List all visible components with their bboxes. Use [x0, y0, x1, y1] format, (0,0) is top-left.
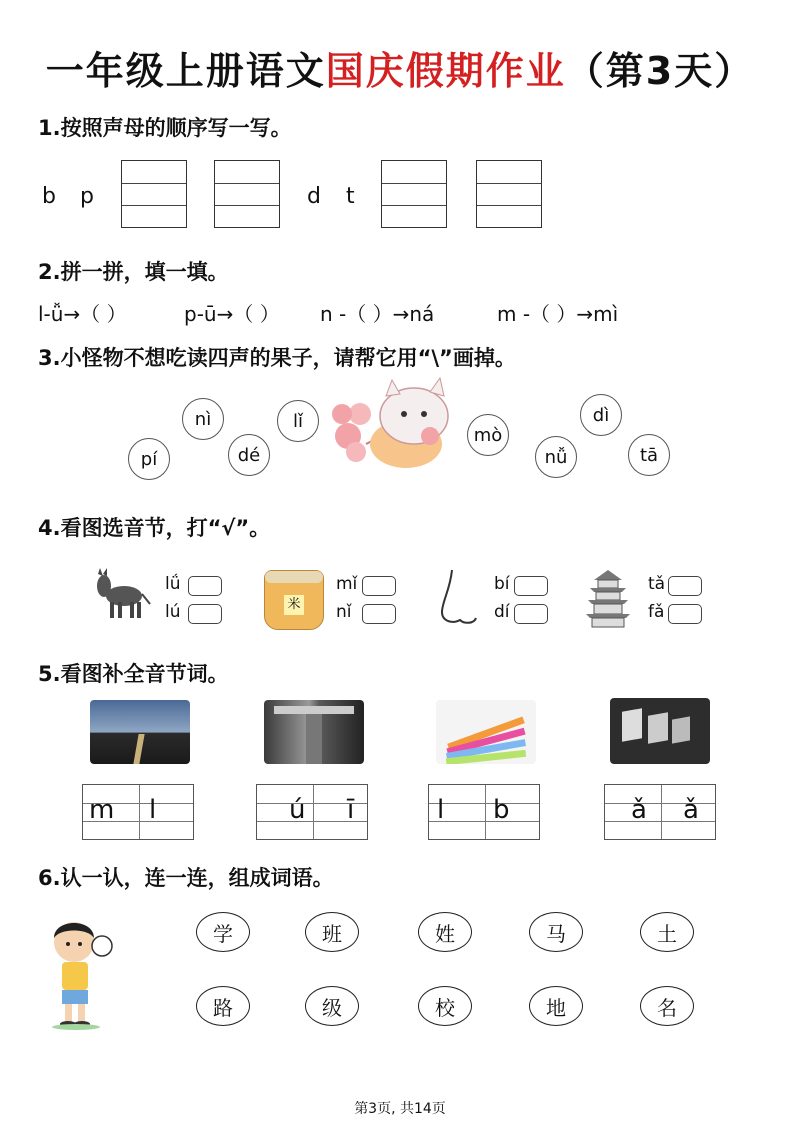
rice-sack-icon — [264, 570, 324, 630]
q5-pinyin-grid[interactable] — [428, 784, 540, 840]
q4-option: fǎ — [648, 602, 665, 622]
q1-writing-box[interactable] — [381, 160, 447, 228]
q5-syllable: b — [493, 795, 510, 825]
fruit-syllable[interactable]: pí — [128, 438, 170, 480]
q4-check-box[interactable] — [362, 604, 396, 624]
q6-char-bottom[interactable]: 级 — [305, 986, 359, 1026]
q6-char-top[interactable]: 土 — [640, 912, 694, 952]
fruit-syllable[interactable]: dì — [580, 394, 622, 436]
q4-check-box[interactable] — [668, 576, 702, 596]
q1-letter-d: d — [307, 184, 321, 209]
q6-char-top[interactable]: 马 — [529, 912, 583, 952]
q5-syllable: ǎ — [631, 795, 647, 825]
fruit-syllable[interactable]: nǚ — [535, 436, 577, 478]
q6-char-top[interactable]: 学 — [196, 912, 250, 952]
q5-syllable: ú — [289, 795, 306, 825]
fruit-syllable[interactable]: tā — [628, 434, 670, 476]
q1-writing-box[interactable] — [476, 160, 542, 228]
fruit-syllable[interactable]: dé — [228, 434, 270, 476]
fruit-syllable[interactable]: lǐ — [277, 400, 319, 442]
q2-item[interactable]: l-ǚ→（ ） — [38, 302, 127, 326]
q4-option: lǘ — [165, 574, 181, 594]
nose-icon — [436, 568, 482, 628]
q2-item[interactable]: p-ū→（ ） — [184, 302, 280, 326]
q4-check-box[interactable] — [362, 576, 396, 596]
q6-char-bottom[interactable]: 路 — [196, 986, 250, 1026]
q2-item[interactable]: m -（ ）→mì — [497, 302, 619, 326]
chalk-photo — [436, 700, 536, 764]
q3-label: 3.小怪物不想吃读四声的果子，请帮它用“\”画掉。 — [38, 346, 516, 370]
title-part1: 一年级上册语文 — [45, 49, 326, 93]
q4-check-box[interactable] — [514, 576, 548, 596]
q4-check-box[interactable] — [668, 604, 702, 624]
q4-option: bí — [494, 574, 510, 594]
q5-label: 5.看图补全音节词。 — [38, 662, 229, 686]
q4-option: mǐ — [336, 574, 358, 594]
q5-syllable: l — [149, 795, 157, 825]
q4-option: lú — [165, 602, 181, 622]
q4-check-box[interactable] — [514, 604, 548, 624]
q5-syllable: ǎ — [683, 795, 699, 825]
q1-writing-box[interactable] — [214, 160, 280, 228]
q1-letter-t: t — [346, 184, 355, 209]
fruit-syllable[interactable]: nì — [182, 398, 224, 440]
title-part2: 国庆假期作业 — [325, 49, 566, 93]
title-part3: （第3天） — [565, 49, 755, 93]
q1-writing-box[interactable] — [121, 160, 187, 228]
monster-illustration — [326, 374, 458, 474]
q5-pinyin-grid[interactable] — [604, 784, 716, 840]
q4-option: tǎ — [648, 574, 666, 594]
q6-char-bottom[interactable]: 地 — [529, 986, 583, 1026]
q5-syllable: ī — [347, 795, 355, 825]
q5-pinyin-grid[interactable] — [82, 784, 194, 840]
q4-option: nǐ — [336, 602, 352, 622]
q2-label: 2.拼一拼，填一填。 — [38, 260, 229, 284]
q6-char-top[interactable]: 姓 — [418, 912, 472, 952]
q4-option: dí — [494, 602, 510, 622]
q2-item[interactable]: n -（ ）→ná — [320, 302, 435, 326]
train-photo — [264, 700, 364, 764]
road-photo — [90, 700, 190, 764]
q1-letter-b: b — [42, 184, 56, 209]
boy-illustration — [40, 910, 120, 1030]
q5-syllable: l — [437, 795, 445, 825]
donkey-icon — [90, 568, 152, 624]
page-title — [0, 40, 800, 95]
fruit-syllable[interactable]: mò — [467, 414, 509, 456]
q6-char-top[interactable]: 班 — [305, 912, 359, 952]
q4-label: 4.看图选音节，打“√”。 — [38, 516, 271, 540]
flags-photo — [610, 698, 710, 764]
q4-check-box[interactable] — [188, 604, 222, 624]
q4-check-box[interactable] — [188, 576, 222, 596]
q5-syllable: m — [89, 795, 115, 825]
q6-char-bottom[interactable]: 校 — [418, 986, 472, 1026]
q5-pinyin-grid[interactable] — [256, 784, 368, 840]
tower-icon — [582, 570, 634, 628]
q1-label: 1.按照声母的顺序写一写。 — [38, 116, 292, 140]
rice-sack-label: 米 — [284, 595, 304, 615]
q6-label: 6.认一认，连一连，组成词语。 — [38, 866, 334, 890]
q6-char-bottom[interactable]: 名 — [640, 986, 694, 1026]
q1-letter-p: p — [80, 184, 94, 209]
page-footer: 第3页, 共14页 — [354, 1101, 446, 1117]
